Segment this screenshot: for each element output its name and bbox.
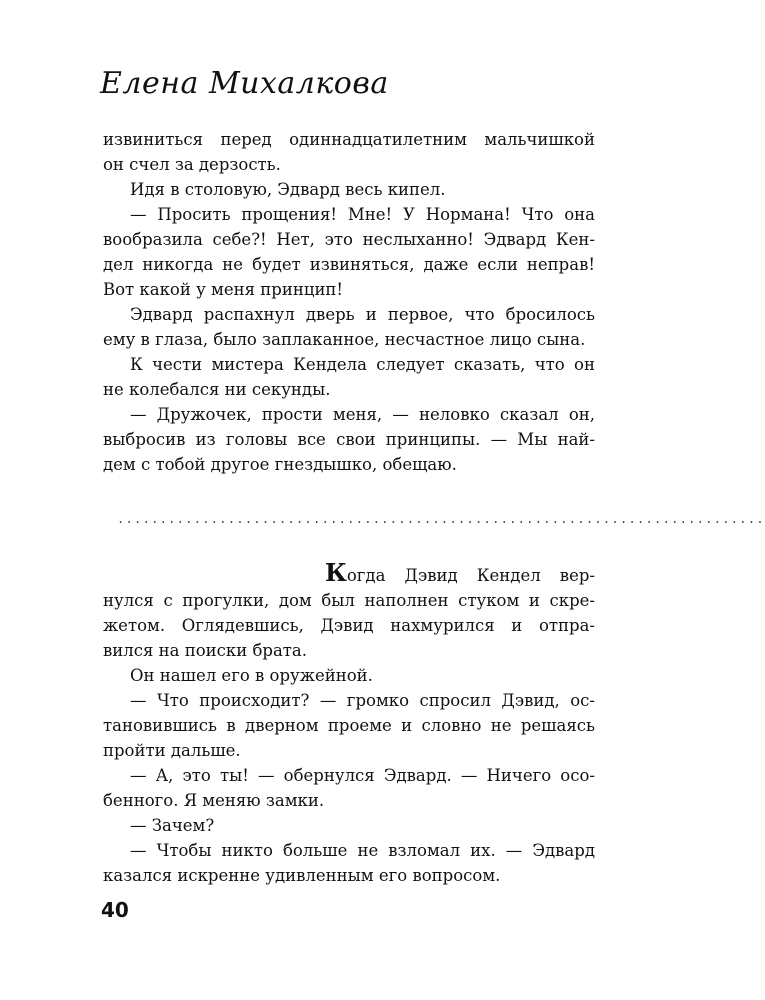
text-line: дем с тобой другое гнездышко, обещаю. (103, 455, 457, 474)
text-line: — Зачем? (130, 816, 215, 835)
page-number: 40 (101, 898, 129, 922)
text-line: Идя в столовую, Эдвард весь кипел. (130, 180, 446, 199)
text-line: тановившись в дверном проеме и словно не решаясь (103, 716, 595, 735)
text-line: — Просить прощения! Мне! У Нормана! Что она (130, 205, 595, 224)
text-line: К чести мистера Кендела следует сказать, что он (130, 355, 595, 374)
section-separator: ............................................................................ (117, 512, 765, 526)
text-line: Он нашел его в оружейной. (130, 666, 373, 685)
text-line: — Дружочек, прости меня, — неловко сказал он, (130, 405, 595, 424)
text-line: пройти дальше. (103, 741, 241, 760)
text-line: ему в глаза, было заплаканное, несчастное лицо сына. (103, 330, 586, 349)
text-line: не колебался ни секунды. (103, 380, 331, 399)
text-line: бенного. Я меняю замки. (103, 791, 325, 810)
text-line: Вот какой у меня принцип! (103, 280, 344, 299)
text-line-dropcap (103, 558, 595, 588)
text-line: — Что происходит? — громко спросил Дэвид, ос- (130, 691, 595, 710)
text-line: — А, это ты! — обернулся Эдвард. — Ничего осо- (130, 766, 595, 785)
text-line: — Чтобы никто больше не взломал их. — Эдвард (130, 841, 595, 860)
drop-cap: К (325, 558, 347, 587)
text-line: нулся с прогулки, дом был наполнен стуком и скре- (103, 591, 595, 610)
text-block-bottom (103, 558, 595, 888)
text-line: Эдвард распахнул дверь и первое, что бросилось (130, 305, 595, 324)
text-line: вился на поиски брата. (103, 641, 308, 660)
text-line: извиниться перед одиннадцатилетним мальчишкой (103, 130, 595, 149)
running-header-author: Елена Михалкова (100, 66, 389, 101)
text-line: дел никогда не будет извиняться, даже если неправ! (103, 255, 595, 274)
text-block-top (103, 127, 595, 477)
text-line: выбросив из головы все свои принципы. — Мы най- (103, 430, 595, 449)
text-line: казался искренне удивленным его вопросом. (103, 866, 501, 885)
dropcap-line-rest: огда Дэвид Кендел вер- (346, 566, 595, 585)
text-line: вообразила себе?! Нет, это неслыханно! Эдвард Кен- (103, 230, 595, 249)
text-line: жетом. Оглядевшись, Дэвид нахмурился и отпра- (103, 616, 595, 635)
text-line: он счел за дерзость. (103, 155, 281, 174)
